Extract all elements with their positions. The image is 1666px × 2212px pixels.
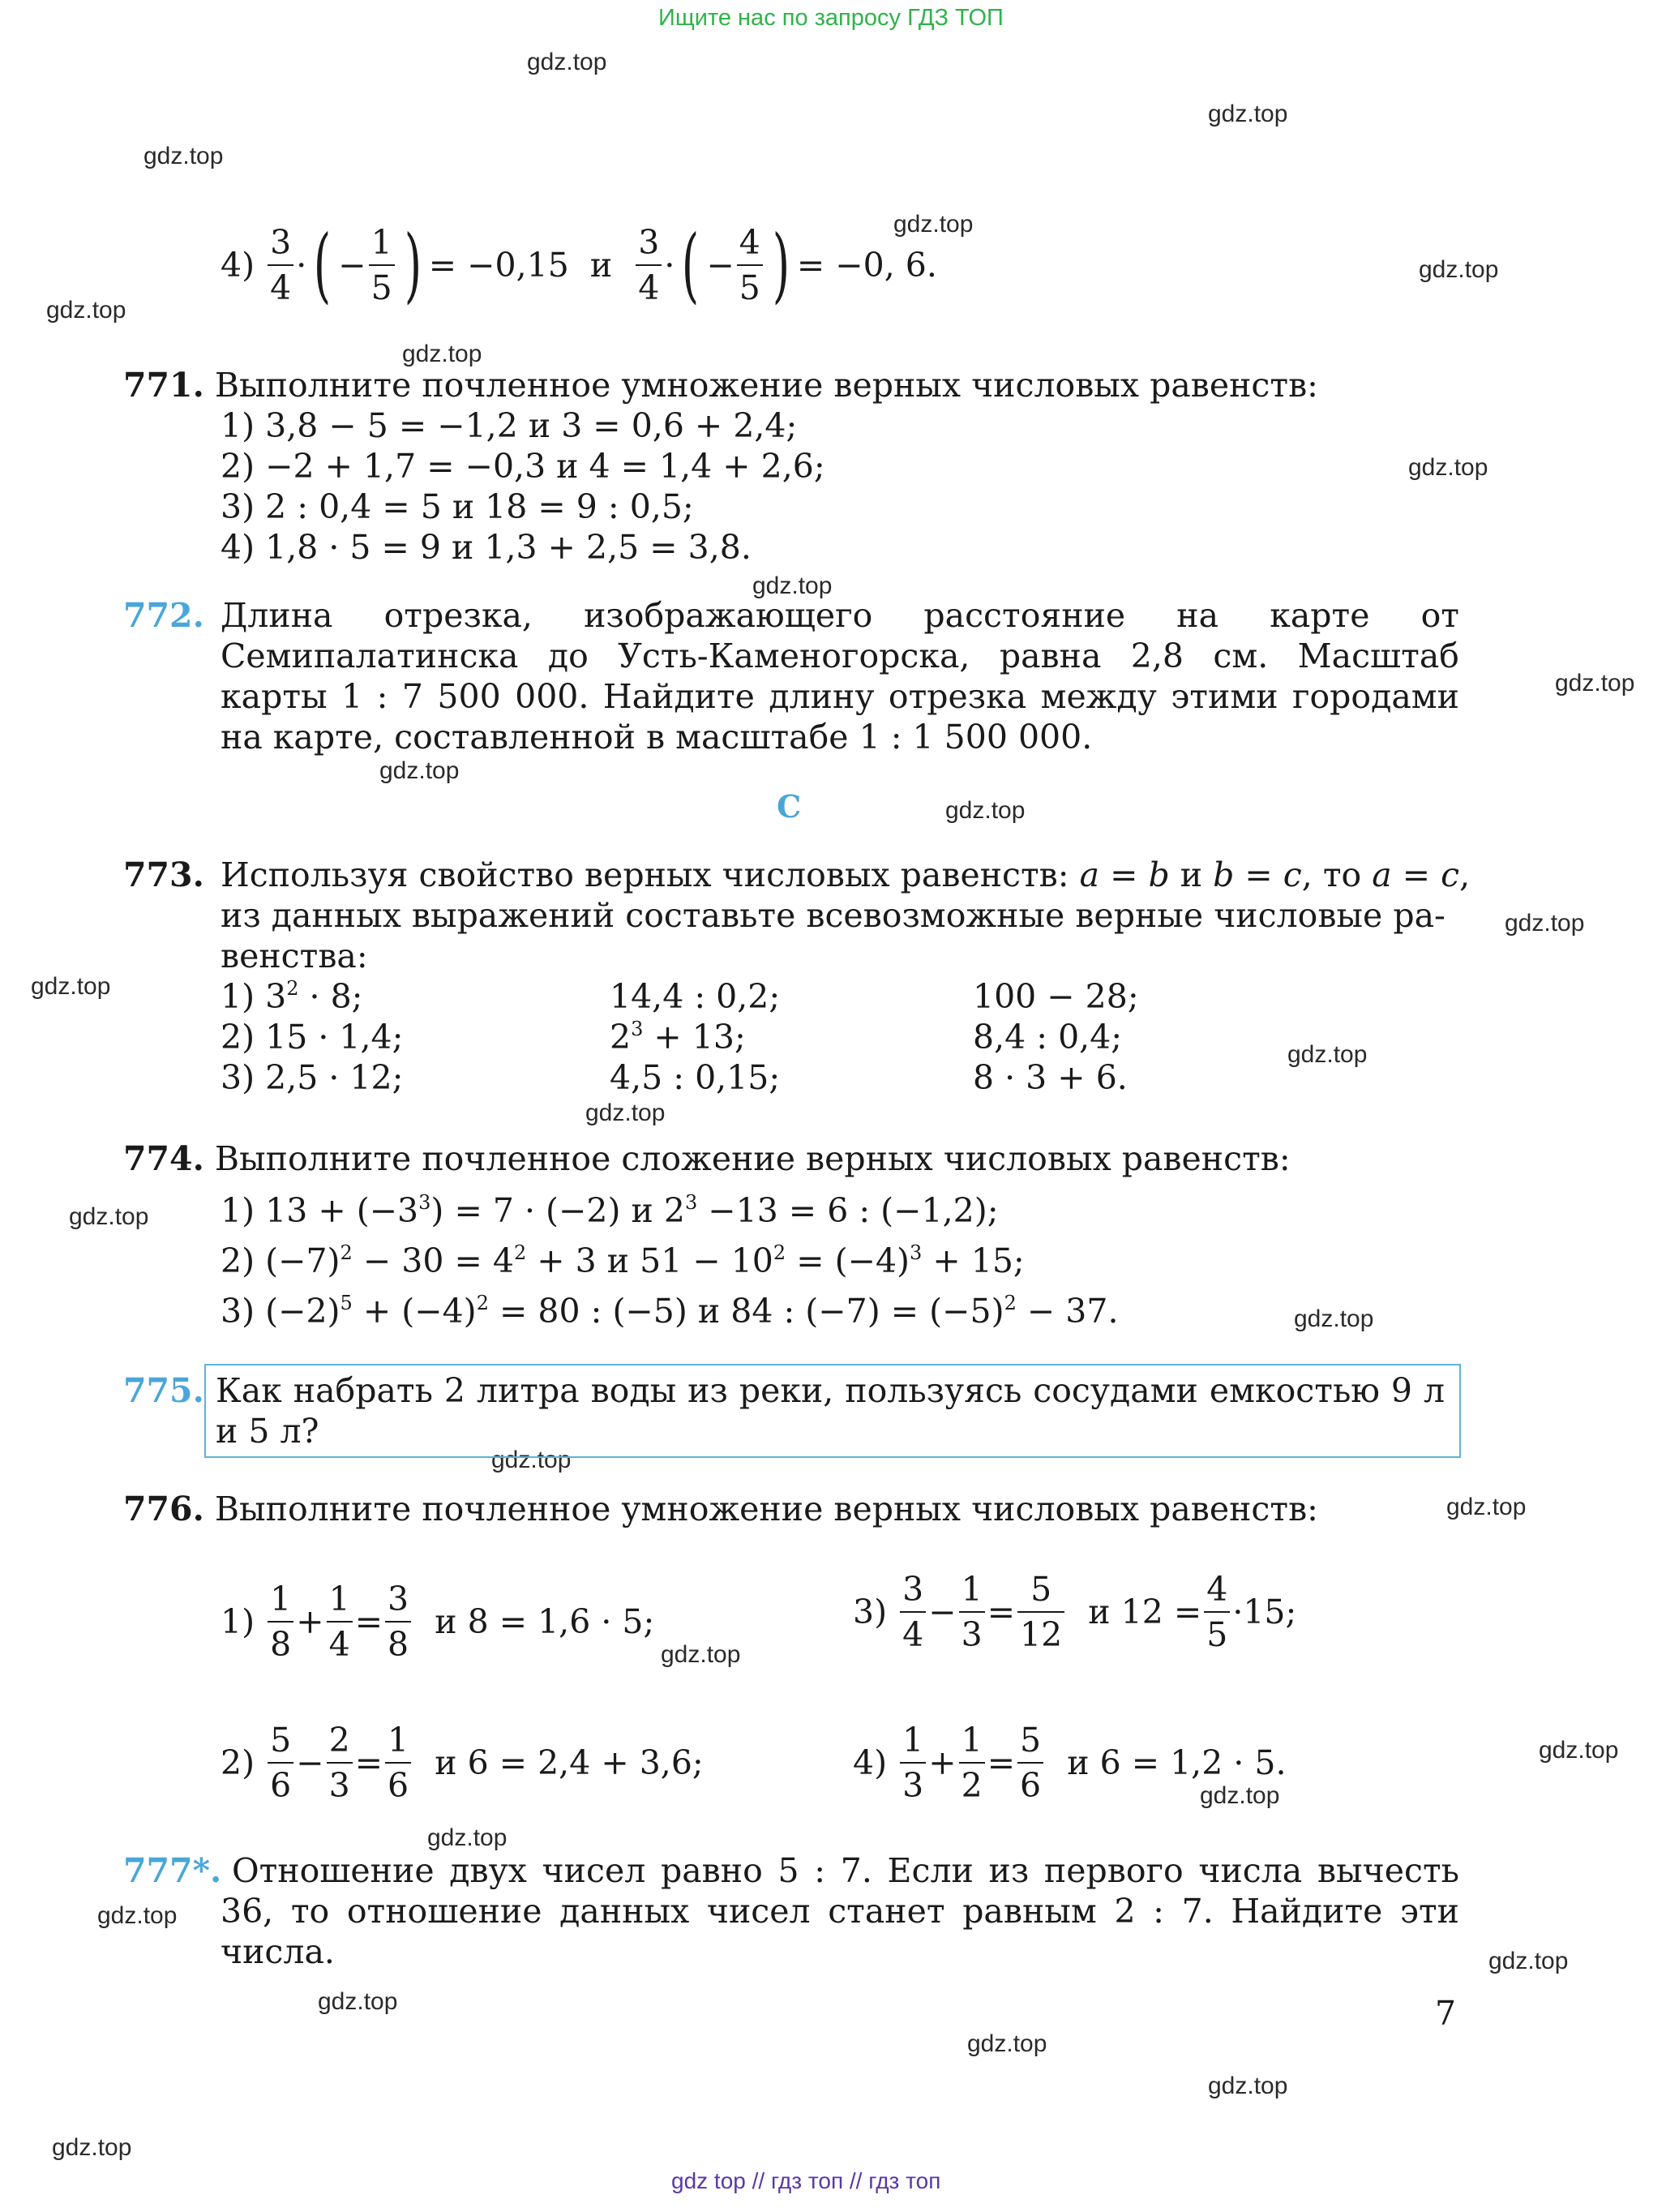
list-item: 2) $\frac{5}{6}$ − $\frac{2}{3}$ = $\frac{1}{6}$ и 6 = 2,4 + 3,6; xyxy=(221,1714,704,1811)
problem-title: Выполните почленное умножение верных числовых равенств: xyxy=(214,1490,1318,1528)
expr-cell: 1) $3^2 \cdot 8$; xyxy=(221,977,363,1016)
watermark: gdz.top xyxy=(402,341,482,367)
expr-cell: 100 − 28; xyxy=(973,977,1139,1016)
problem-number: 776. xyxy=(123,1490,204,1528)
problem-number: 772. xyxy=(123,596,204,635)
fraction: $\frac{3}{4}$ xyxy=(268,221,293,310)
problem-773-line1: Используя свойство верных числовых равенств: a = b и b = c, то a = c, xyxy=(221,855,1471,894)
problem-number: 777*. xyxy=(123,1851,222,1890)
fraction: $\frac{3}{4}$ xyxy=(636,221,662,310)
watermark: gdz.top xyxy=(1488,1948,1569,1974)
problem-title: Выполните почленное сложение верных числовых равенств: xyxy=(214,1139,1291,1178)
watermark: gdz.top xyxy=(318,1988,398,2015)
watermark: gdz.top xyxy=(46,297,126,324)
watermark: gdz.top xyxy=(1208,101,1288,127)
list-item: 2) $(-7)^2 - 30 = 4^2 + 3$ и $51 - 10^2 = (-4)^3 + 15$; xyxy=(221,1241,1025,1280)
problem-777-text: Отношение двух чисел равно 5 : 7. Если из первого числа вычесть 36, то отношение данных чисел станет равным 2 : 7. Найдите эти числа. xyxy=(221,1851,1459,1971)
left-paren: ( xyxy=(682,217,700,312)
watermark: gdz.top xyxy=(1208,2073,1288,2099)
watermark: gdz.top xyxy=(69,1203,149,1230)
watermark: gdz.top xyxy=(52,2134,132,2161)
watermark: gdz.top xyxy=(967,2030,1047,2057)
watermark: gdz.top xyxy=(1419,256,1499,283)
watermark: gdz.top xyxy=(1200,1782,1280,1809)
problem-number: 775. xyxy=(123,1371,204,1410)
fraction: $\frac{4}{5}$ xyxy=(737,221,763,310)
footer-links[interactable]: gdz top // гдз топ // гдз топ xyxy=(671,2168,941,2193)
watermark: gdz.top xyxy=(1555,670,1635,697)
prev-item-4: 4) $\frac{3}{4}$ · ( − $\frac{1}{5}$ ) = −0,15 и $\frac{3}{4}$ · ( − $\frac{4}{5}$ ) = −0, 6. xyxy=(221,217,937,312)
expr-cell: 8,4 : 0,4; xyxy=(973,1018,1123,1057)
expr-cell: 3) 2,5 · 12; xyxy=(221,1058,404,1097)
watermark: gdz.top xyxy=(143,143,224,169)
top-banner: Ищите нас по запросу ГДЗ ТОП xyxy=(658,5,1004,31)
right-paren: ) xyxy=(404,217,422,312)
page-number: 7 xyxy=(1435,1994,1457,2033)
watermark: gdz.top xyxy=(1539,1737,1619,1764)
right-paren: ) xyxy=(772,217,790,312)
problem-773-line2: из данных выражений составьте всевозможные верные числовые ра- xyxy=(221,896,1445,935)
section-heading: C xyxy=(777,788,802,825)
item-label: 4) xyxy=(221,246,255,285)
watermark: gdz.top xyxy=(1505,910,1585,937)
problem-772-text: Длина отрезка, изображающего расстояние на карте от Семипалатинска до Усть-Каменогорска, равна 2,8 см. Масштаб карты 1 : 7 500 000. Найдите длину отрезка между этими городами на карте, составленной в масштабе 1 : 1 500 000. xyxy=(221,596,1459,757)
watermark: gdz.top xyxy=(379,757,460,784)
problem-number: 774. xyxy=(123,1139,204,1178)
expr-cell: 8 · 3 + 6. xyxy=(973,1058,1128,1097)
problem-title: Выполните почленное умножение верных числовых равенств: xyxy=(214,366,1318,405)
list-item: 1) $13 + (-3^3) = 7 \cdot (-2)$ и $2^3 -13 = 6$ : (−1,2); xyxy=(221,1191,999,1230)
watermark: gdz.top xyxy=(427,1824,508,1851)
watermark: gdz.top xyxy=(945,797,1026,824)
watermark: gdz.top xyxy=(1294,1305,1374,1332)
problem-775-text: Как набрать 2 литра воды из реки, пользуясь сосудами емкостью 9 л и 5 л? xyxy=(216,1371,1445,1451)
watermark: gdz.top xyxy=(1287,1041,1368,1068)
problem-776-header xyxy=(123,1489,1318,1529)
fraction: $\frac{1}{5}$ xyxy=(369,221,395,310)
list-item: 3) $\frac{3}{4}$ − $\frac{1}{3}$ = $\frac{5}{12}$ и 12 = $\frac{4}{5}$ ·15; xyxy=(853,1563,1296,1661)
watermark: gdz.top xyxy=(31,973,111,1000)
list-item: 3) 2 : 0,4 = 5 и 18 = 9 : 0,5; xyxy=(221,487,694,526)
list-item: 1) $\frac{1}{8}$ + $\frac{1}{4}$ = $\frac{3}{8}$ и 8 = 1,6 · 5; xyxy=(221,1573,654,1670)
problem-773-line3: венства: xyxy=(221,937,368,975)
expr-cell: 14,4 : 0,2; xyxy=(610,977,781,1016)
list-item: 4) $\frac{1}{3}$ + $\frac{1}{2}$ = $\frac{5}{6}$ и 6 = 1,2 · 5. xyxy=(853,1714,1287,1811)
expr-cell: 4,5 : 0,15; xyxy=(610,1058,781,1097)
list-item: 4) 1,8 · 5 = 9 и 1,3 + 2,5 = 3,8. xyxy=(221,528,752,567)
watermark: gdz.top xyxy=(585,1100,666,1126)
problem-771-header xyxy=(123,365,1318,405)
list-item: 2) −2 + 1,7 = −0,3 и 4 = 1,4 + 2,6; xyxy=(221,447,825,486)
watermark: gdz.top xyxy=(1408,454,1488,481)
watermark: gdz.top xyxy=(491,1447,572,1473)
expr-cell: 2) 15 · 1,4; xyxy=(221,1018,404,1057)
watermark: gdz.top xyxy=(893,211,974,238)
left-paren: ( xyxy=(314,217,332,312)
list-item: 3) $(-2)^5 + (-4)^2 = 80$ : (−5) и 84 : $(-7) = (-5)^2 - 37$. xyxy=(221,1292,1119,1331)
watermark: gdz.top xyxy=(661,1641,741,1668)
watermark: gdz.top xyxy=(752,572,833,599)
problem-number: 773. xyxy=(123,855,204,894)
watermark: gdz.top xyxy=(527,49,607,75)
problem-774-header xyxy=(123,1138,1291,1179)
watermark: gdz.top xyxy=(97,1902,178,1929)
expr-cell: $2^3 + 13$; xyxy=(610,1018,746,1057)
list-item: 1) 3,8 − 5 = −1,2 и 3 = 0,6 + 2,4; xyxy=(221,406,798,445)
watermark: gdz.top xyxy=(1446,1494,1527,1520)
problem-number: 771. xyxy=(123,366,204,405)
